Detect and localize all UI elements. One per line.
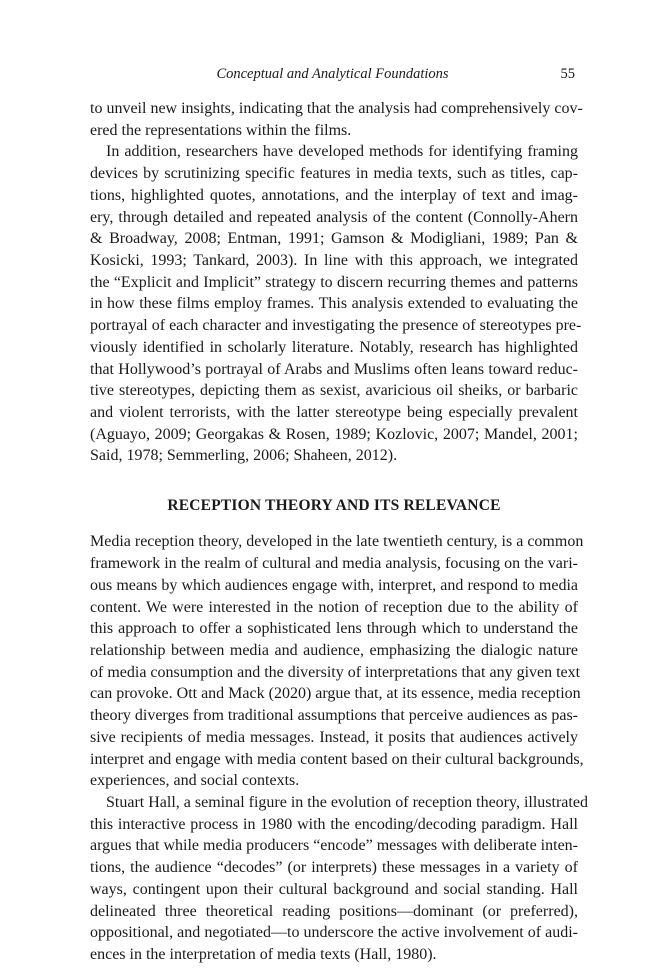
section-heading: RECEPTION THEORY AND ITS RELEVANCE (167, 496, 501, 514)
paragraph-line: theory diverges from traditional assumptions that perceive audiences as pas- (90, 707, 578, 725)
page-number: 55 (560, 66, 575, 82)
paragraph-line: the “Explicit and Implicit” strategy to discern recurring themes and patterns (90, 273, 578, 291)
paragraph-line: Stuart Hall, a seminal figure in the evolution of reception theory, illustrated (106, 793, 588, 811)
paragraph-line: tive stereotypes, depicting them as sexist, avaricious oil sheiks, or barbaric (90, 382, 578, 400)
paragraph-line: relationship between media and audience, emphasizing the dialogic nature (90, 641, 578, 659)
paragraph-line: portrayal of each character and investigating the presence of stereotypes pre- (90, 317, 582, 335)
paragraph-line: sive recipients of media messages. Instead, it posits that audiences actively (90, 728, 578, 746)
paragraph-line: ences in the interpretation of media texts (Hall, 1980). (90, 946, 437, 963)
paragraph-line: (Aguayo, 2009; Georgakas & Rosen, 1989; Kozlovic, 2007; Mandel, 2001; (90, 425, 578, 443)
paragraph-line: of media consumption and the diversity of interpretations that any given text (90, 663, 581, 681)
paragraph-line: tions, highlighted quotes, annotations, and the interplay of text and imag- (90, 186, 578, 204)
paragraph-line: devices by scrutinizing specific features in media texts, such as titles, cap- (90, 165, 578, 183)
paragraph-line: can provoke. Ott and Mack (2020) argue that, at its essence, media reception (90, 685, 581, 703)
paragraph-line: framework in the realm of cultural and media analysis, focusing on the vari- (90, 555, 578, 573)
paragraph-line: ous means by which audiences engage with, interpret, and respond to media (90, 576, 578, 594)
paragraph-line: that Hollywood’s portrayal of Arabs and Muslims often leans toward reduc- (90, 360, 578, 378)
paragraph-line: in how these films employ frames. This analysis extended to evaluating the (90, 295, 578, 313)
paragraph-line: delineated three theoretical reading positions—dominant (or preferred), (90, 902, 578, 920)
paragraph-line: interpret and engage with media content based on their cultural backgrounds, (90, 750, 584, 768)
paragraph-line: tions, the audience “decodes” (or interprets) these messages in a variety of (90, 859, 578, 877)
paragraph-line: In addition, researchers have developed methods for identifying framing (106, 143, 578, 161)
paragraph-line: & Broadway, 2008; Entman, 1991; Gamson & Modigliani, 1989; Pan & (90, 230, 578, 248)
paragraph-line: oppositional, and negotiated—to underscore the active involvement of audi- (90, 924, 578, 942)
paragraph-line: Said, 1978; Semmerling, 2006; Shaheen, 2012). (90, 447, 398, 465)
paragraph-line: to unveil new insights, indicating that the analysis had comprehensively cov- (90, 100, 583, 117)
paragraph-line: experiences, and social contexts. (90, 772, 300, 790)
paragraph-line: Media reception theory, developed in the late twentieth century, is a common (90, 533, 584, 551)
running-head-title: Conceptual and Analytical Foundations (216, 66, 449, 82)
paragraph-line: content. We were interested in the notion of reception due to the ability of (90, 598, 578, 616)
paragraph-line: Kosicki, 1993; Tankard, 2003). In line with this approach, we integrated (90, 252, 578, 270)
paragraph-line: and violent terrorists, with the latter stereotype being especially prevalent (90, 404, 578, 422)
paragraph-line: this approach to offer a sophisticated lens through which to understand the (90, 620, 578, 638)
running-head (90, 66, 575, 86)
paragraph-line: viously identified in scholarly literature. Notably, research has highlighted (90, 338, 578, 356)
paragraph-line: argues that while media producers “encode” messages with deliberate inten- (90, 837, 578, 855)
paragraph-line: this interactive process in 1980 with the encoding/decoding paradigm. Hall (90, 815, 578, 833)
paragraph-line: ways, contingent upon their cultural background and social standing. Hall (90, 880, 578, 898)
paragraph-line: ery, through detailed and repeated analysis of the content (Connolly-Ahern (90, 208, 578, 226)
paragraph-line: ered the representations within the films. (90, 121, 352, 139)
